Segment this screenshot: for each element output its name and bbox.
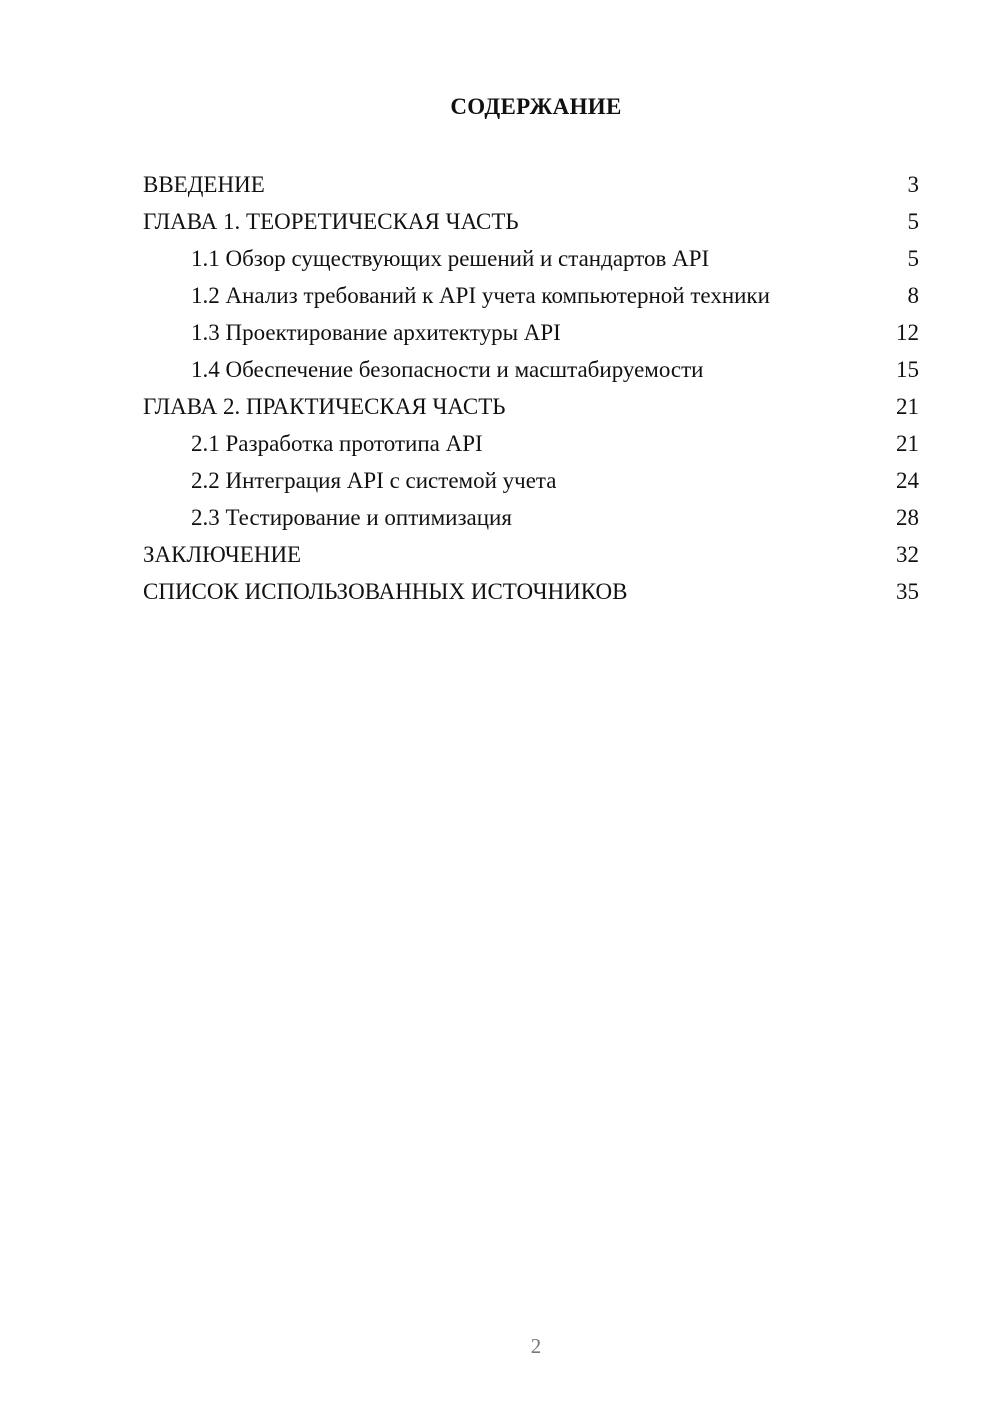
toc-entry-page: 5 xyxy=(907,209,919,234)
toc-entry-label: ГЛАВА 1. ТЕОРЕТИЧЕСКАЯ ЧАСТЬ xyxy=(143,209,519,234)
table-of-contents xyxy=(143,166,919,610)
toc-entry-references[interactable] xyxy=(143,573,919,610)
toc-entry-page: 24 xyxy=(896,468,919,493)
toc-entry-section-2-2[interactable] xyxy=(143,462,919,499)
toc-entry-introduction[interactable] xyxy=(143,166,919,203)
page-number: 2 xyxy=(530,1334,542,1358)
toc-entry-chapter-2[interactable] xyxy=(143,388,919,425)
toc-entry-label: 1.1 Обзор существующих решений и стандартов API xyxy=(191,246,710,271)
toc-entry-page: 35 xyxy=(896,579,919,604)
toc-entry-section-1-2[interactable] xyxy=(143,277,919,314)
toc-entry-label: 2.2 Интеграция API с системой учета xyxy=(191,468,557,493)
toc-entry-label: ЗАКЛЮЧЕНИЕ xyxy=(143,542,302,567)
toc-entry-conclusion[interactable] xyxy=(143,536,919,573)
toc-entry-label: 1.4 Обеспечение безопасности и масштабируемости xyxy=(191,357,704,382)
toc-entry-section-2-1[interactable] xyxy=(143,425,919,462)
toc-entry-page: 3 xyxy=(907,172,919,197)
toc-entry-section-1-3[interactable] xyxy=(143,314,919,351)
toc-entry-page: 12 xyxy=(896,320,919,345)
toc-entry-section-1-1[interactable] xyxy=(143,240,919,277)
toc-entry-label: 1.3 Проектирование архитектуры API xyxy=(191,320,561,345)
toc-entry-label: ВВЕДЕНИЕ xyxy=(143,172,265,197)
toc-entry-page: 28 xyxy=(896,505,919,530)
toc-entry-chapter-1[interactable] xyxy=(143,203,919,240)
toc-entry-page: 21 xyxy=(896,394,919,419)
toc-entry-page: 32 xyxy=(896,542,919,567)
toc-entry-section-2-3[interactable] xyxy=(143,499,919,536)
toc-entry-page: 15 xyxy=(896,357,919,382)
page-title: СОДЕРЖАНИЕ xyxy=(450,94,622,119)
toc-entry-label: ГЛАВА 2. ПРАКТИЧЕСКАЯ ЧАСТЬ xyxy=(143,394,506,419)
toc-entry-label: СПИСОК ИСПОЛЬЗОВАННЫХ ИСТОЧНИКОВ xyxy=(143,579,628,604)
toc-entry-label: 2.3 Тестирование и оптимизация xyxy=(191,505,512,530)
toc-entry-page: 8 xyxy=(907,283,919,308)
toc-entry-page: 21 xyxy=(896,431,919,456)
toc-entry-label: 1.2 Анализ требований к API учета компьютерной техники xyxy=(191,283,770,308)
toc-entry-page: 5 xyxy=(907,246,919,271)
toc-entry-section-1-4[interactable] xyxy=(143,351,919,388)
toc-entry-label: 2.1 Разработка прототипа API xyxy=(191,431,483,456)
